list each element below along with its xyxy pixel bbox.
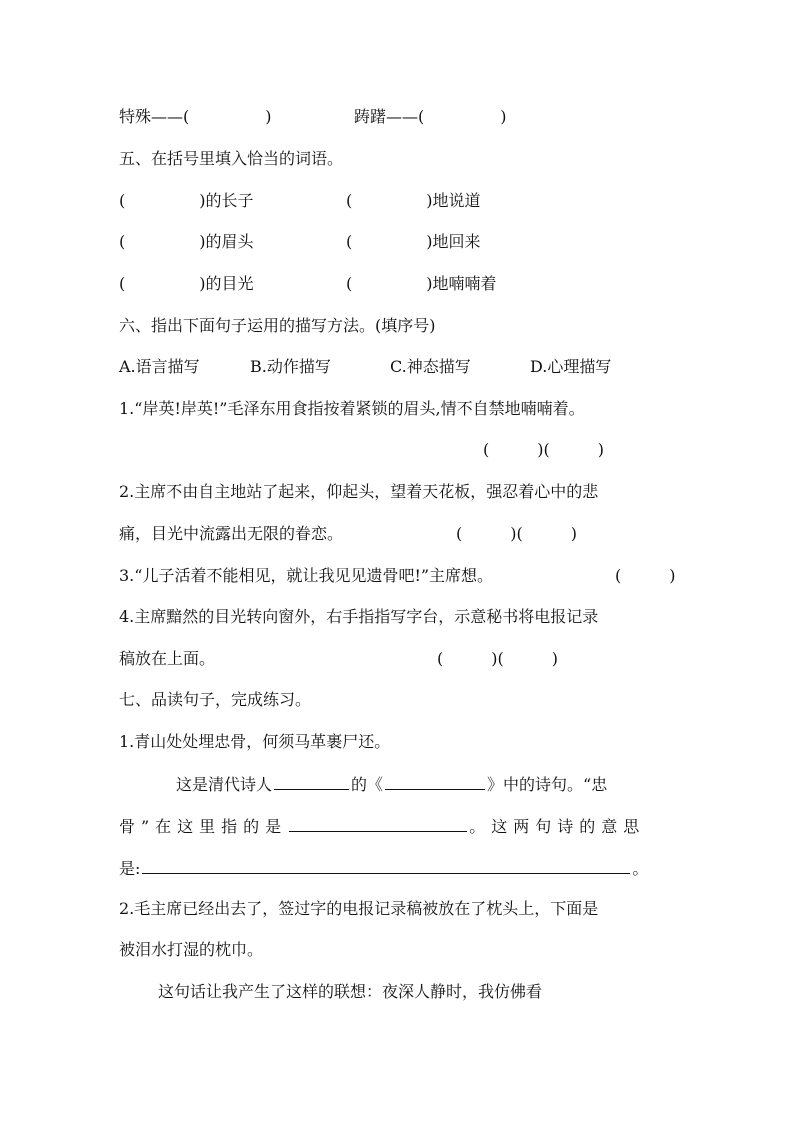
s6-q4-answer[interactable]: ( )( ) <box>437 649 558 668</box>
paren-open: ( <box>119 232 126 251</box>
section7-title: 七、品读句子，完成练习。 <box>119 690 312 709</box>
s6-q4-line2: 稿放在上面。 <box>119 649 216 668</box>
text: 骨”在这里指的是 <box>119 817 288 836</box>
s6-q4-line1: 4.主席黯然的目光转向窗外，右手指指写字台，示意秘书将电报记录 <box>119 607 599 626</box>
s7-q1-para1 <box>176 773 607 795</box>
synonym-row <box>119 107 272 127</box>
section6-title: 六、指出下面句子运用的描写方法。(填序号) <box>119 316 436 335</box>
phrase: )的长子 <box>199 191 254 210</box>
option-c: C.神态描写 <box>390 357 471 376</box>
text: 这是清代诗人 <box>176 775 273 794</box>
text: 。 <box>632 859 649 878</box>
synonym-b <box>354 107 507 127</box>
s7-q2-line3: 这句话让我产生了这样的联想：夜深人静时，我仿佛看 <box>158 982 543 1001</box>
s7-q1: 1.青山处处埋忠骨，何须马革裹尸还。 <box>119 732 391 751</box>
synonym-b-close: ) <box>500 107 507 126</box>
s5-row1-left <box>119 191 254 211</box>
section5-title: 五、在括号里填入恰当的词语。 <box>119 149 344 168</box>
synonym-a-label: 特殊——( <box>119 107 190 126</box>
paren-open: ( <box>346 274 353 293</box>
poem-title-blank[interactable] <box>385 773 485 790</box>
s5-row2-left <box>119 232 254 252</box>
meaning-blank[interactable] <box>289 815 467 832</box>
option-b: B.动作描写 <box>250 357 331 376</box>
text: 是: <box>119 859 141 878</box>
paren-open: ( <box>346 191 353 210</box>
text: 》中的诗句。“忠 <box>487 775 608 794</box>
s6-q2-line1: 2.主席不由自主地站了起来，仰起头，望着天花板，强忍着心中的悲 <box>119 482 599 501</box>
s5-row3-right <box>346 274 497 294</box>
phrase: )的目光 <box>199 274 254 293</box>
s6-q3-answer[interactable]: ( ) <box>615 566 676 585</box>
s5-row3-left <box>119 274 254 294</box>
phrase: )地喃喃着 <box>426 274 497 293</box>
s7-q2-line2: 被泪水打湿的枕巾。 <box>119 940 264 959</box>
s5-row1-right <box>346 191 481 211</box>
text: 。这两句诗的意思 <box>469 817 646 836</box>
paren-open: ( <box>346 232 353 251</box>
s7-q2-line1: 2.毛主席已经出去了，签过字的电报记录稿被放在了枕头上，下面是 <box>119 899 599 918</box>
s6-q2-line2: 痛，目光中流露出无限的眷恋。 <box>119 524 344 543</box>
paren-open: ( <box>119 191 126 210</box>
explanation-blank[interactable] <box>142 857 630 874</box>
poet-blank[interactable] <box>274 773 349 790</box>
phrase: )地说道 <box>426 191 481 210</box>
s6-q1: 1.“岸英!岸英!”毛泽东用食指按着紧锁的眉头,情不自禁地喃喃着。 <box>119 399 585 418</box>
s5-row2-right <box>346 232 481 252</box>
synonym-a-close: ) <box>265 107 272 126</box>
synonym-b-label: 踌躇——( <box>354 107 425 126</box>
text: 的《 <box>351 775 384 794</box>
paren-open: ( <box>119 274 126 293</box>
option-a: A.语言描写 <box>119 357 200 376</box>
s7-q1-para3 <box>119 857 648 879</box>
s6-q1-answer[interactable]: ( )( ) <box>483 440 604 459</box>
s6-q3: 3.“儿子活着不能相见，就让我见见遗骨吧!”主席想。 <box>119 566 494 585</box>
phrase: )的眉头 <box>199 232 254 251</box>
option-d: D.心理描写 <box>530 357 612 376</box>
s7-q1-para2 <box>119 815 645 837</box>
s6-q2-answer[interactable]: ( )( ) <box>456 524 577 543</box>
phrase: )地回来 <box>426 232 481 251</box>
